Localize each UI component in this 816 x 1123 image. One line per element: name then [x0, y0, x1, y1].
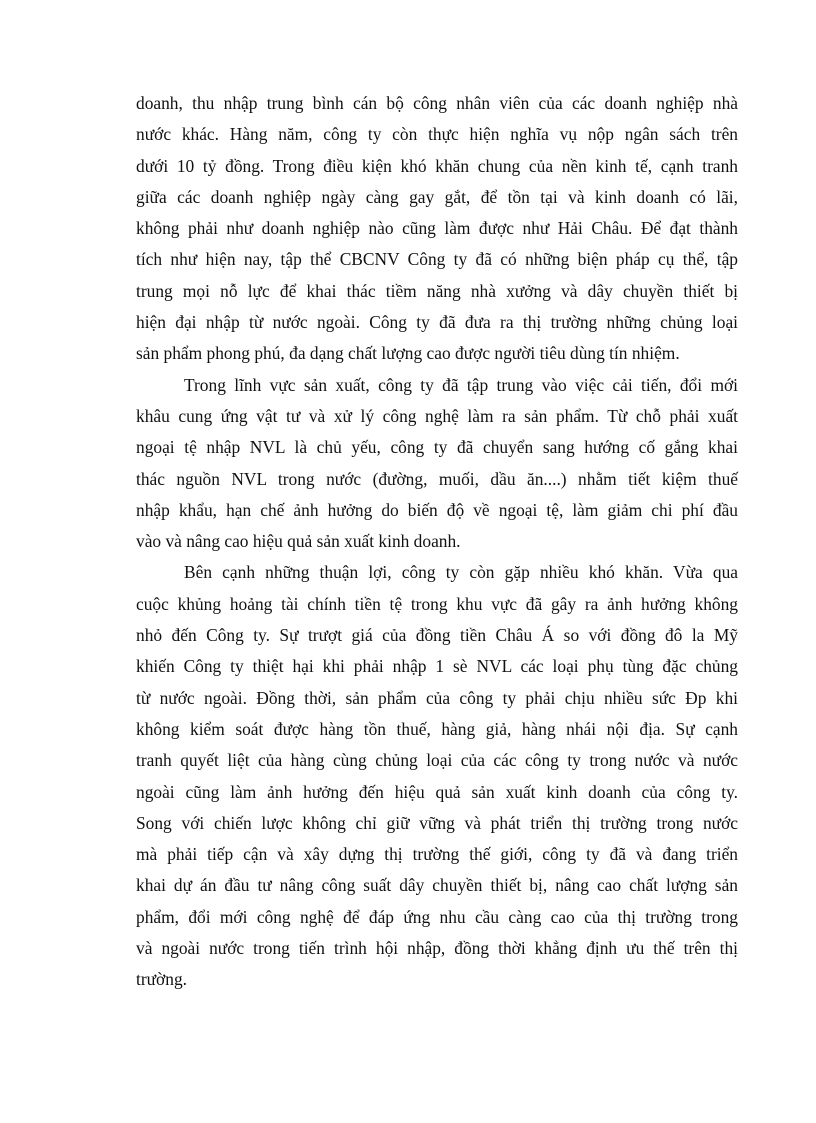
text-line: giữa các doanh nghiệp ngày càng gay gắt, để tồn tại và kinh doanh có lãi,	[136, 186, 738, 207]
text-line: cuộc khủng hoảng tài chính tiền tệ trong khu vực đã gây ra ảnh hưởng không	[136, 593, 738, 614]
text-line: ngoài cũng làm ảnh hưởng đến hiệu quả sản xuất kinh doanh của công ty.	[136, 781, 738, 802]
text-line: Song với chiến lược không chỉ giữ vững và phát triển thị trường trong nước	[136, 812, 738, 833]
paragraph-first-line: Trong lĩnh vực sản xuất, công ty đã tập trung vào việc cải tiến, đổi mới	[184, 374, 738, 395]
text-line: nước khác. Hàng năm, công ty còn thực hiện nghĩa vụ nộp ngân sách trên	[136, 124, 738, 145]
text-line: vào và nâng cao hiệu quả sản xuất kinh doanh.	[136, 531, 461, 552]
text-line: và ngoài nước trong tiến trình hội nhập, đồng thời khẳng định ưu thế trên thị	[136, 938, 738, 959]
text-line: từ nước ngoài. Đồng thời, sản phẩm của công ty phải chịu nhiều sức Đp khi	[136, 687, 738, 708]
text-line: phẩm, đổi mới công nghệ để đáp ứng nhu cầu càng cao của thị trường trong	[136, 906, 738, 927]
text-line: khâu cung ứng vật tư và xử lý công nghệ làm ra sản phẩm. Từ chỗ phải xuất	[136, 405, 738, 426]
text-line: tích như hiện nay, tập thể CBCNV Công ty đã có những biện pháp cụ thể, tập	[136, 249, 738, 270]
text-line: nhỏ đến Công ty. Sự trượt giá của đồng tiền Châu Á so với đồng đô la Mỹ	[136, 625, 738, 646]
text-line: nhập khẩu, hạn chế ảnh hưởng do biến độ về ngoại tệ, làm giảm chi phí đầu	[136, 499, 738, 520]
body-text	[136, 88, 738, 996]
paragraph-first-line: Bên cạnh những thuận lợi, công ty còn gặp nhiều khó khăn. Vừa qua	[184, 562, 738, 583]
text-line: khai dự án đầu tư nâng công suất dây chuyền thiết bị, nâng cao chất lượng sản	[136, 875, 738, 896]
text-line: thác nguồn NVL trong nước (đường, muối, dầu ăn....) nhằm tiết kiệm thuế	[136, 468, 738, 489]
text-line: sản phẩm phong phú, đa dạng chất lượng cao được người tiêu dùng tín nhiệm.	[136, 343, 680, 364]
text-line: trường.	[136, 969, 187, 990]
text-line: ngoại tệ nhập NVL là chủ yếu, công ty đã chuyển sang hướng cố gắng khai	[136, 437, 738, 458]
text-line: không kiểm soát được hàng tồn thuế, hàng giả, hàng nhái nội địa. Sự cạnh	[136, 718, 738, 739]
text-line: không phải như doanh nghiệp nào cũng làm được như Hải Châu. Để đạt thành	[136, 218, 738, 239]
text-line: mà phải tiếp cận và xây dựng thị trường thế giới, công ty đã và đang triển	[136, 844, 738, 865]
text-line: khiến Công ty thiệt hại khi phải nhập 1 sè NVL các loại phụ tùng đặc chủng	[136, 656, 738, 677]
text-line: dưới 10 tỷ đồng. Trong điều kiện khó khăn chung của nền kinh tế, cạnh tranh	[136, 155, 738, 176]
text-line: trung mọi nỗ lực để khai thác tiềm năng nhà xưởng và dây chuyền thiết bị	[136, 280, 738, 301]
text-line: hiện đại nhập từ nước ngoài. Công ty đã đưa ra thị trường những chủng loại	[136, 312, 738, 333]
text-line: doanh, thu nhập trung bình cán bộ công nhân viên của các doanh nghiệp nhà	[136, 93, 738, 113]
text-line: tranh quyết liệt của hàng cùng chủng loại của các công ty trong nước và nước	[136, 750, 738, 771]
